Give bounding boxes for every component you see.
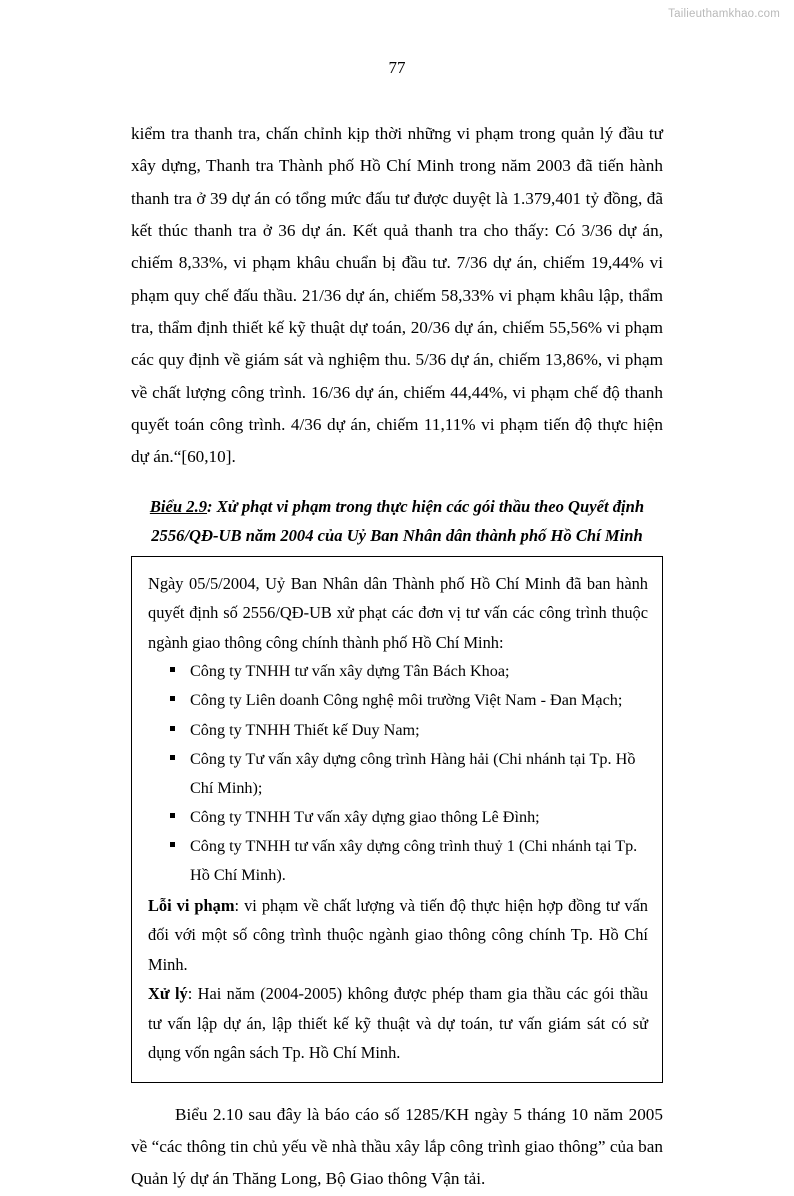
list-item-label: Công ty Liên doanh Công nghệ môi trường Việt Nam - Đan Mạch; — [190, 691, 623, 710]
closing-paragraph: Biểu 2.10 sau đây là báo cáo số 1285/KH ngày 5 tháng 10 năm 2005 về “các thông tin chủ yếu về nhà thầu xây lắp công trình giao thông” của ban Quản lý dự án Thăng Long, Bộ Giao thông Vận tải. — [131, 1104, 663, 1189]
square-bullet-icon — [170, 813, 175, 818]
list-item-label: Công ty TNHH Thiết kế Duy Nam; — [190, 720, 420, 739]
penalty-paragraph — [148, 979, 648, 1068]
square-bullet-icon — [170, 755, 175, 760]
list-item — [148, 686, 648, 715]
highlight-box — [131, 556, 663, 1083]
penalty-label: Xử lý — [148, 984, 188, 1004]
page-content — [131, 118, 663, 1196]
violation-paragraph — [148, 891, 648, 980]
square-bullet-icon — [170, 726, 175, 731]
list-item-label: Công ty Tư vấn xây dựng công trình Hàng hải (Chi nhánh tại Tp. Hồ Chí Minh); — [190, 749, 636, 797]
company-list — [148, 657, 648, 890]
table-caption — [131, 492, 663, 550]
box-intro-paragraph: Ngày 05/5/2004, Uỷ Ban Nhân dân Thành phố Hồ Chí Minh đã ban hành quyết định số 2556/QĐ-UB xử phạt các đơn vị tư vấn các công trình thuộc ngành giao thông công chính thành phố Hồ Chí Minh: — [148, 573, 648, 652]
watermark-text: Tailieuthamkhao.com — [668, 8, 780, 20]
list-item — [148, 657, 648, 686]
list-item-label: Công ty TNHH Tư vấn xây dựng giao thông Lê Đình; — [190, 808, 540, 827]
caption-text: : Xử phạt vi phạm trong thực hiện các gói thầu theo Quyết định 2556/QĐ-UB năm 2004 của Uỷ Ban Nhân dân thành phố Hồ Chí Minh — [151, 496, 645, 545]
list-item-label: Công ty TNHH tư vấn xây dựng Tân Bách Khoa; — [190, 662, 510, 681]
violation-label: Lỗi vi phạm — [148, 895, 235, 915]
closing-section — [131, 1099, 663, 1196]
page-number: 77 — [388, 58, 406, 77]
list-item — [148, 716, 648, 745]
square-bullet-icon — [170, 696, 175, 701]
main-paragraph: kiểm tra thanh tra, chấn chỉnh kịp thời những vi phạm trong quản lý đầu tư xây dựng, Thanh tra Thành phố Hồ Chí Minh trong năm 2003 đã tiến hành thanh tra ở 39 dự án có tổng mức đấu tư được duyệt là 1.379,401 tỷ đồng, đã kết thúc thanh tra ở 36 dự án. Kết quả thanh tra cho thấy: Có 3/36 dự án, chiếm 8,33%, vi phạm khâu chuẩn bị đầu tư. 7/36 dự án, chiếm 19,44% vi phạm quy chế đấu thầu. 21/36 dự án, chiếm 58,33% vi phạm khâu lập, thẩm tra, thẩm định thiết kế kỹ thuật dự toán, 20/36 dự án, chiếm 55,56% vi phạm các quy định về giám sát và nghiệm thu. 5/36 dự án, chiếm 13,86%, vi phạm về chất lượng công trình. 16/36 dự án, chiếm 44,44%, vi phạm chế độ thanh quyết toán công trình. 4/36 dự án, chiếm 11,11% vi phạm tiến độ thực hiện dự án.“[60,10]. — [131, 124, 663, 467]
list-item — [148, 832, 648, 890]
violation-text: : vi phạm về chất lượng và tiến độ thực hiện hợp đồng tư vấn đối với một số công trình thuộc ngành giao thông công chính Tp. Hồ Chí Minh. — [148, 895, 648, 974]
caption-label: Biểu 2.9 — [149, 496, 208, 516]
square-bullet-icon — [170, 842, 175, 847]
penalty-text: : Hai năm (2004-2005) không được phép tham gia thầu các gói thầu tư vấn lập dự án, lập thiết kế kỹ thuật và dự toán, tư vấn giám sát có sử dụng vốn ngân sách Tp. Hồ Chí Minh. — [148, 984, 648, 1063]
list-item — [148, 803, 648, 832]
list-item-label: Công ty TNHH tư vấn xây dựng công trình thuỷ 1 (Chi nhánh tại Tp. Hồ Chí Minh). — [190, 837, 638, 885]
list-item — [148, 745, 648, 803]
square-bullet-icon — [170, 667, 175, 672]
